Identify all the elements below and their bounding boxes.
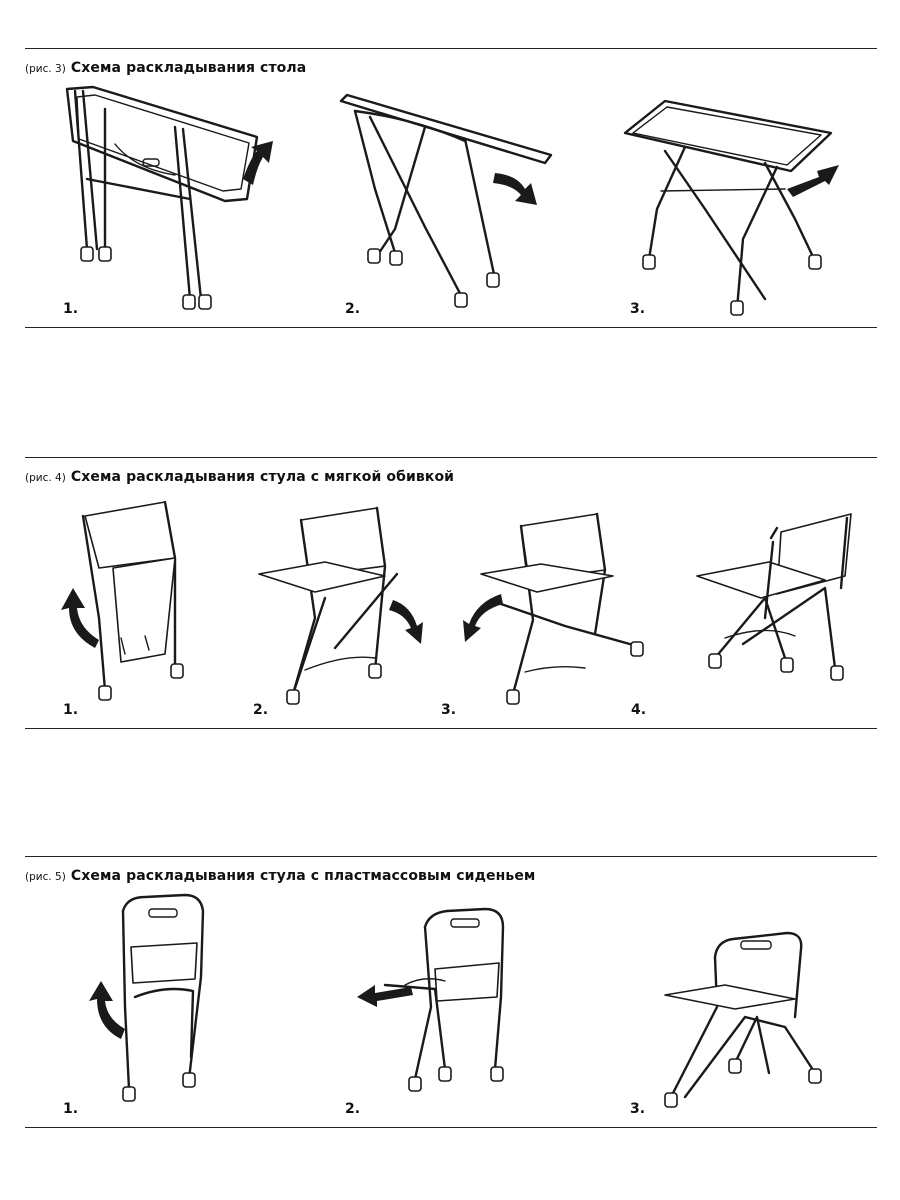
step-number: 1. — [63, 702, 79, 718]
soft-chair-unfolding-scheme — [25, 457, 877, 729]
unfold-arrow-icon — [787, 165, 839, 197]
plastic-chair-unfolding-scheme — [25, 856, 877, 1128]
soft-chair-step-1-illustration — [61, 502, 183, 700]
table-step-1-illustration — [67, 87, 273, 309]
rotate-arrow-icon — [61, 588, 99, 648]
step-number: 3. — [441, 702, 457, 718]
step-number: 2. — [345, 301, 361, 317]
scheme-title: Схема раскладывания стула с пластмассовым сиденьем — [70, 868, 536, 884]
step-number: 2. — [253, 702, 269, 718]
swing-arrow-icon — [463, 594, 503, 642]
step-number: 1. — [63, 301, 79, 317]
plastic-chair-illustrations — [25, 857, 877, 1127]
step-number: 3. — [630, 301, 646, 317]
table-step-2-illustration — [341, 95, 551, 307]
soft-chair-illustrations — [25, 458, 877, 728]
table-unfolding-scheme — [25, 48, 877, 328]
soft-chair-step-2-illustration — [259, 508, 423, 704]
step-number: 2. — [345, 1101, 361, 1117]
figure-ref: (рис. 5) — [25, 871, 66, 883]
lower-arrow-icon — [389, 600, 423, 644]
step-number: 3. — [630, 1101, 646, 1117]
step-number: 4. — [631, 702, 647, 718]
plastic-chair-step-2-illustration — [357, 909, 503, 1091]
scheme-title: Схема раскладывания стула с мягкой обивкой — [70, 469, 455, 485]
step-number: 1. — [63, 1101, 79, 1117]
pull-arrow-icon — [357, 985, 413, 1007]
figure-ref: (рис. 4) — [25, 472, 66, 484]
table-step-3-illustration — [625, 101, 839, 315]
figure-ref: (рис. 3) — [25, 63, 66, 75]
scheme-title: Схема раскладывания стола — [70, 60, 307, 76]
plastic-chair-step-1-illustration — [89, 895, 203, 1101]
soft-chair-step-4-illustration — [697, 514, 851, 680]
rotate-arrow-icon — [89, 981, 125, 1039]
plastic-chair-step-3-illustration — [665, 933, 821, 1107]
soft-chair-step-3-illustration — [463, 514, 643, 704]
lower-arrow-icon — [493, 173, 537, 205]
table-illustrations — [25, 49, 877, 327]
